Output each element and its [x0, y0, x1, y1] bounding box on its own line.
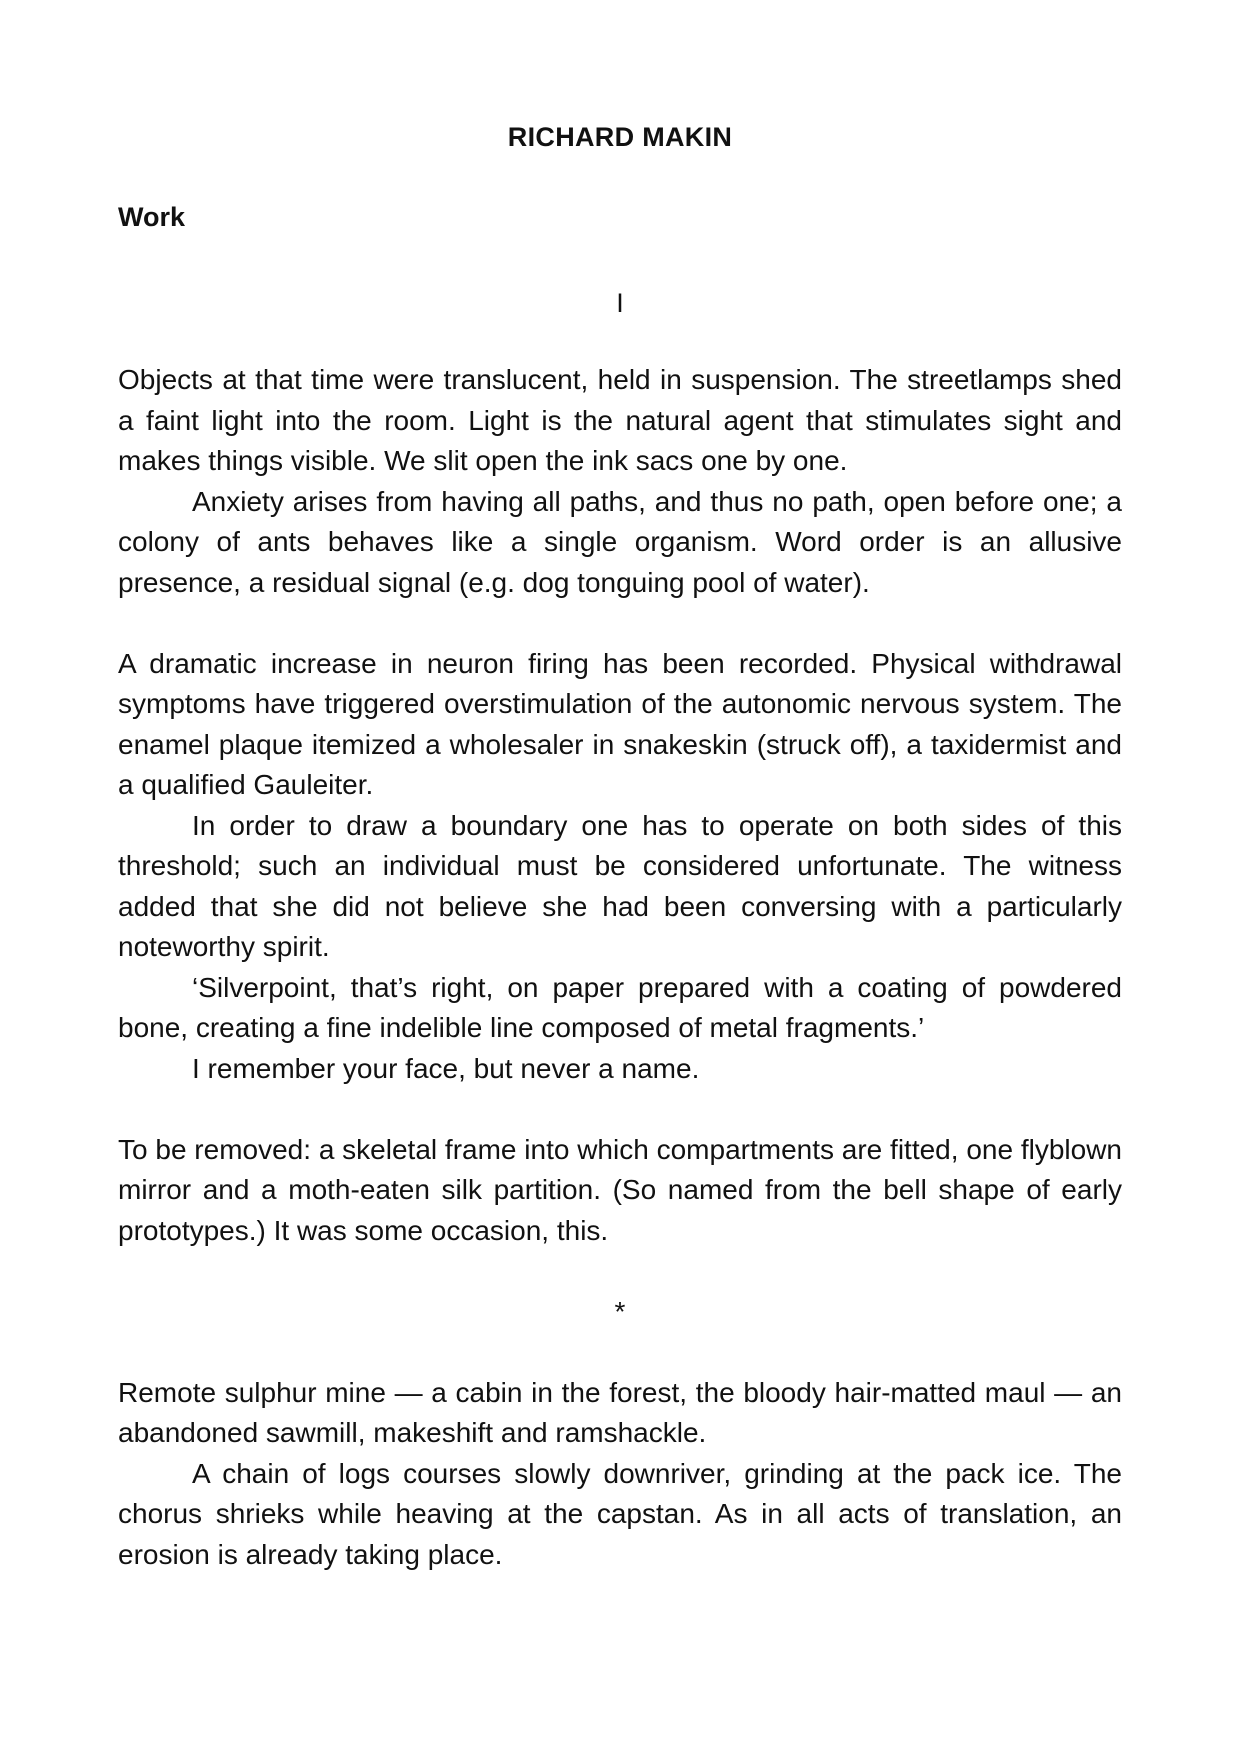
section-number: I — [616, 288, 624, 318]
paragraph: A chain of logs courses slowly downriver, grinding at the pack ice. The chorus shrieks while heaving at the capstan. As in all acts of translation, an erosion is already taking place. — [118, 1457, 1122, 1570]
paragraph: Remote sulphur mine — a cabin in the forest, the bloody hair-matted maul — an abandoned sawmill, makeshift and ramshackle. — [118, 1376, 1122, 1448]
paragraph: ‘Silverpoint, that’s right, on paper prepared with a coating of powdered bone, creating a fine indelible line composed of metal fragments.’ — [118, 971, 1122, 1043]
paragraph: In order to draw a boundary one has to operate on both sides of this threshold; such an individual must be considered unfortunate. The witness added that she did not believe she had been conversing with a particularly noteworthy spirit. — [118, 809, 1122, 962]
paragraph: A dramatic increase in neuron firing has been recorded. Physical withdrawal symptoms have triggered overstimulation of the autonomic nervous system. The enamel plaque itemized a wholesaler in snakeskin (struck off), a taxidermist and a qualified Gauleiter. — [118, 647, 1122, 800]
section-divider: * — [614, 1295, 626, 1327]
paragraph: I remember your face, but never a name. — [192, 1052, 700, 1084]
paragraph: Anxiety arises from having all paths, and thus no path, open before one; a colony of ants behaves like a single organism. Word order is an allusive presence, a residual signal (e.g. dog tonguing pool of water). — [118, 485, 1122, 598]
body-text — [118, 360, 1122, 1575]
piece-title: Work — [118, 202, 186, 232]
paragraph: Objects at that time were translucent, held in suspension. The streetlamps shed a faint light into the room. Light is the natural agent that stimulates sight and makes things visible. We slit open the ink sacs one by one. — [118, 364, 1122, 476]
author-heading: RICHARD MAKIN — [507, 122, 733, 152]
paragraph: To be removed: a skeletal frame into which compartments are fitted, one flyblown mirror and a moth-eaten silk partition. (So named from the bell shape of early prototypes.) It was some occasion, this. — [118, 1133, 1122, 1246]
